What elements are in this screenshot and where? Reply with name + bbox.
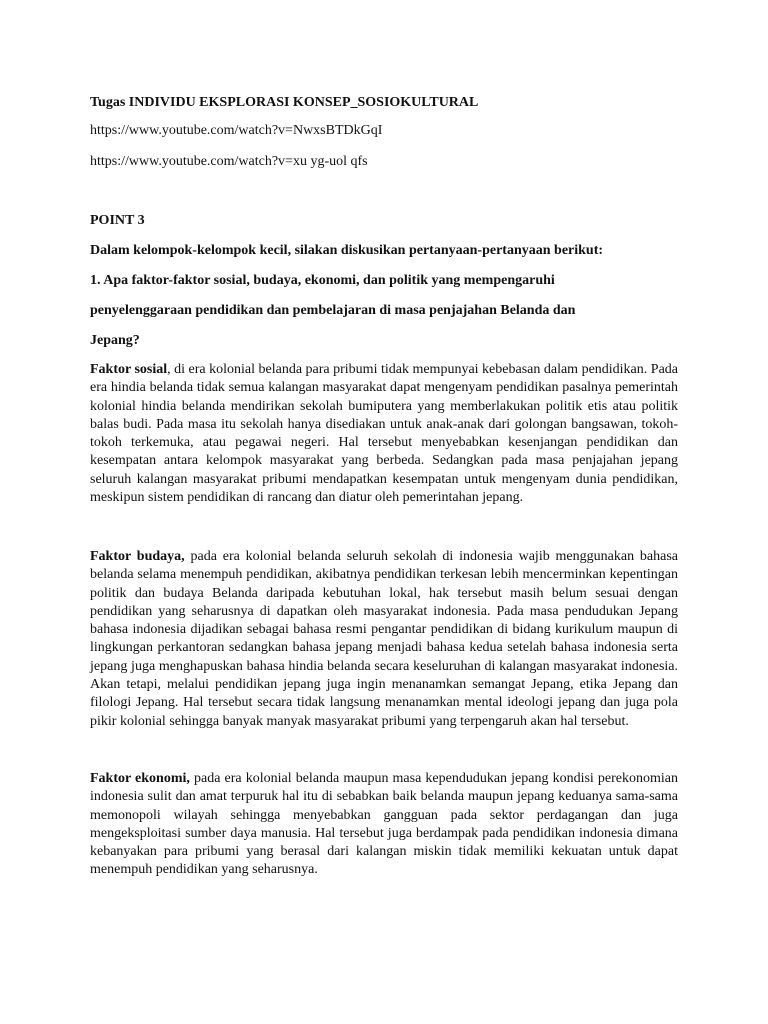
paragraph-culture-lead: Faktor budaya, — [90, 549, 185, 564]
question-line-3: Jepang? — [90, 333, 140, 348]
paragraph-economy — [90, 770, 678, 880]
paragraph-social-lead: Faktor sosial — [90, 362, 168, 377]
question-line-1: 1. Apa faktor-faktor sosial, budaya, ekonomi, dan politik yang mempengaruhi — [90, 273, 555, 288]
paragraph-economy-lead: Faktor ekonomi, — [90, 771, 190, 786]
instruction-text: Dalam kelompok-kelompok kecil, silakan diskusikan pertanyaan-pertanyaan berikut: — [90, 243, 604, 258]
question-line-2: penyelenggaraan pendidikan dan pembelajaran di masa penjajahan Belanda dan — [90, 303, 576, 318]
paragraph-social-body: , di era kolonial belanda para pribumi tidak mempunyai kebebasan dalam pendidikan. Pada era hindia belanda tidak semua kalangan masyarakat dapat mengenyam pendidikan pasalnya pemerintah kolonial hindia belanda mendirikan sekolah bumiputera yang memberlakukan politik etis atau politik balas budi. Pada masa itu sekolah hanya disediakan untuk anak-anak dari golongan bangsawan, tokoh-tokoh terkemuka, atau pegawai negeri. Hal tersebut menyebabkan kesenjangan pendidikan dan kesempatan antara kelompok masyarakat yang berbeda. Sedangkan pada masa penjajahan jepang seluruh kalangan masyarakat pribumi mendapatkan kesempatan untuk mengenyam dunia pendidikan, meskipun sistem pendidikan di rancang dan diatur oleh pemerintahan jepang. — [90, 362, 678, 506]
paragraph-culture-body: pada era kolonial belanda seluruh sekolah di indonesia wajib menggunakan bahasa belanda selama menempuh pendidikan, akibatnya pendidikan terkesan lebih mencerminkan kepentingan politik dan budaya Belanda daripada kebutuhan lokal, hak tersebut masih belum sesuai dengan pendidikan yang seharusnya di dapatkan oleh masyarakat indonesia. Pada masa pendudukan Jepang bahasa indonesia dijadikan sebagai bahasa resmi pengantar pendidikan di bidang kurikulum maupun di lingkungan perkantoran sedangkan bahasa jepang menjadi bahasa kedua setelah bahasa indonesia serta jepang juga menghapuskan bahasa hindia belanda secara keseluruhan di kalangan masyarakat indonesia. Akan tetapi, melalui pendidikan jepang juga ingin menanamkan semangat Jepang, etika Jepang dan filologi Jepang. Hal tersebut secara tidak langsung menanamkan mental ideologi jepang dan juga pola pikir kolonial sehingga banyak manyak masyarakat pribumi yang terpengaruh akan hal tersebut. — [90, 549, 678, 729]
paragraph-social — [90, 361, 678, 507]
point-heading: POINT 3 — [90, 213, 145, 228]
paragraph-economy-body: pada era kolonial belanda maupun masa kependudukan jepang kondisi perekonomian indonesia sulit dan amat terpuruk hal itu di sebabkan baik belanda maupun jepang keduanya sama-sama memonopoli wilayah sehingga menyebabkan gangguan pada sektor perdagangan dan juga mengeksploitasi sumber daya manusia. Hal tersebut juga berdampak pada pendidikan indonesia dimana kebanyakan para pribumi yang berasal dari kalangan miskin tidak memiliki kekuatan untuk dapat menempuh pendidikan yang seharusnya. — [90, 771, 678, 878]
video-link-1[interactable]: https://www.youtube.com/watch?v=NwxsBTDkGqI — [90, 123, 383, 138]
paragraph-culture — [90, 548, 678, 731]
document-title: Tugas INDIVIDU EKSPLORASI KONSEP_SOSIOKULTURAL — [90, 95, 479, 110]
video-link-2[interactable]: https://www.youtube.com/watch?v=xu yg-uol qfs — [90, 154, 368, 169]
